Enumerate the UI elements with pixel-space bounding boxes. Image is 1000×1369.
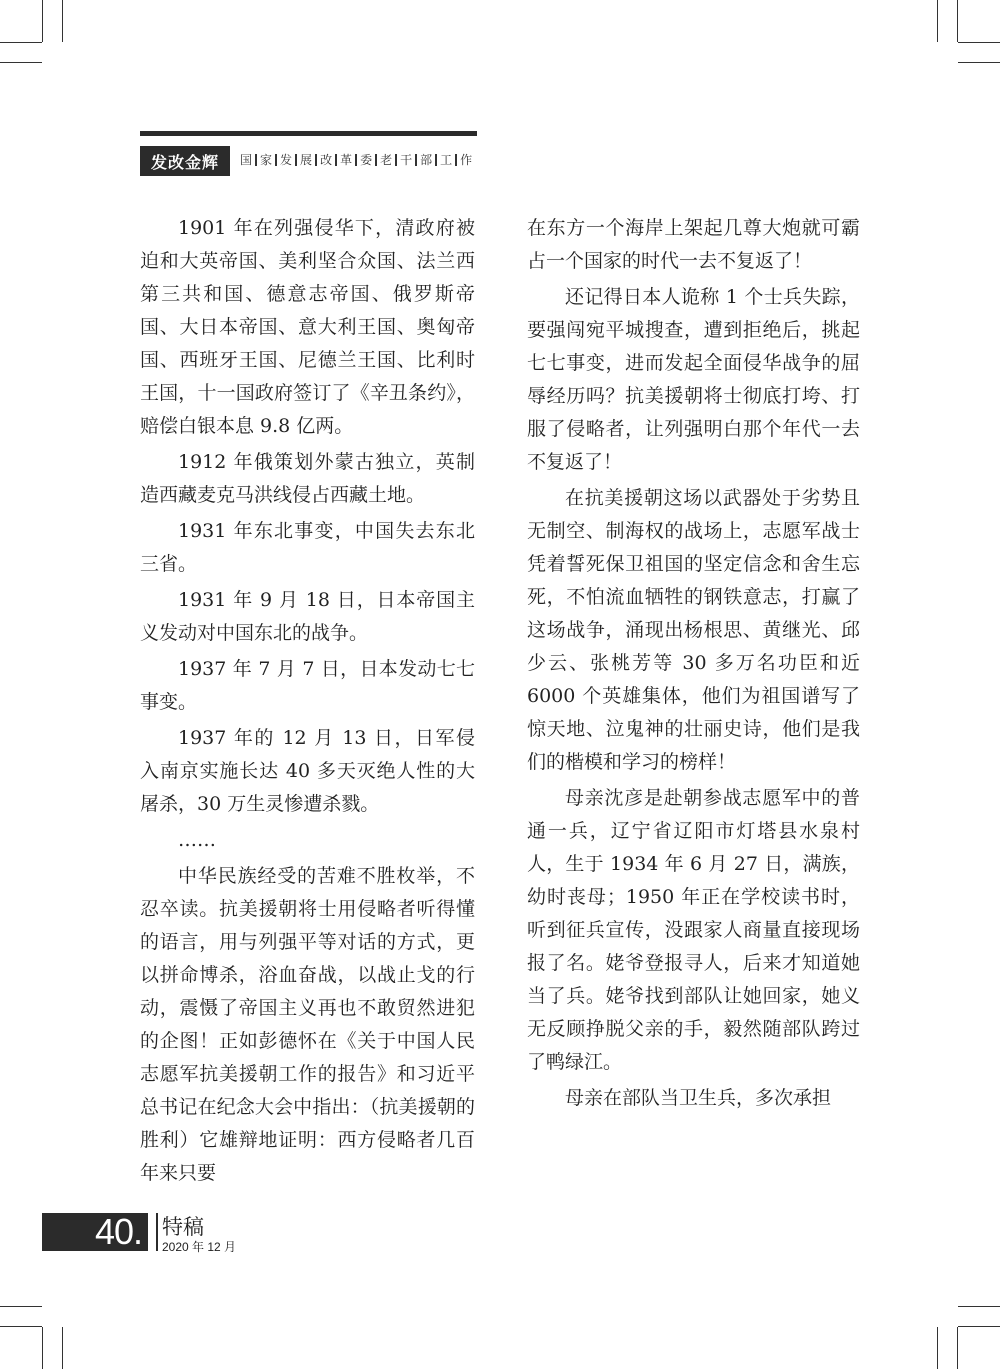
subtitle-separator	[375, 154, 377, 166]
crop-mark	[62, 0, 63, 42]
paragraph: 母亲沈彦是赴朝参战志愿军中的普通一兵，辽宁省辽阳市灯塔县水泉村人，生于 1934 年 6 月 27 日，满族，幼时丧母；1950 年正在学校读书时，听到征兵宣传，没跟家人商量直接现场报了名。姥爷登报寻人，后来才知道她当了兵。姥爷找到部队让她回家，她义无反顾挣脱父亲的手，毅然随部队跨过了鸭绿江。	[527, 787, 860, 1073]
crop-mark	[958, 1306, 1000, 1307]
paragraph: 在东方一个海岸上架起几尊大炮就可霸占一个国家的时代一去不复返了！	[527, 217, 860, 272]
subtitle-char: 部	[420, 153, 433, 167]
paragraph: 还记得日本人诡称 1 个士兵失踪，要强闯宛平城搜查，遭到拒绝后，挑起七七事变，进而发起全面侵华战争的屈辱经历吗？抗美援朝将士彻底打垮、打服了侵略者，让列强明白那个年代一去不复返了！	[527, 286, 860, 473]
subtitle-char: 国	[240, 153, 253, 167]
paragraph: 在抗美援朝这场以武器处于劣势且无制空、制海权的战场上，志愿军战士凭着誓死保卫祖国的坚定信念和舍生忘死，不怕流血牺牲的钢铁意志，打赢了这场战争，涌现出杨根思、黄继光、邱少云、张桃芳等 30 多万名功臣和近 6000 个英雄集体，他们为祖国谱写了惊天地、泣鬼神的壮丽史诗，他们是我们的楷模和学习的榜样！	[527, 487, 860, 773]
subtitle-separator	[395, 154, 397, 166]
crop-mark	[0, 1306, 42, 1307]
subtitle-separator	[295, 154, 297, 166]
subtitle-separator	[255, 154, 257, 166]
issue-date: 2020 年 12 月	[162, 1240, 237, 1254]
crop-mark	[937, 0, 938, 42]
paragraph: ……	[178, 829, 216, 851]
subtitle-separator	[275, 154, 277, 166]
subtitle-char: 改	[320, 153, 333, 167]
column-subtitle	[240, 151, 472, 168]
crop-mark	[0, 1326, 42, 1327]
page-number: 40.	[42, 1213, 148, 1251]
subtitle-char: 委	[360, 153, 373, 167]
paragraph: 1901 年在列强侵华下，清政府被迫和大英帝国、美利坚合众国、法兰西第三共和国、德意志帝国、俄罗斯帝国、大日本帝国、意大利王国、奥匈帝国、西班牙王国、尼德兰王国、比利时王国，十一国政府签订了《辛丑条约》，赔偿白银本息 9.8 亿两。	[140, 217, 475, 437]
paragraph: 1937 年的 12 月 13 日，日军侵入南京实施长达 40 多天灭绝人性的大屠杀，30 万生灵惨遭杀戮。	[140, 727, 475, 815]
subtitle-char: 干	[400, 153, 413, 167]
paragraph: 中华民族经受的苦难不胜枚举，不忍卒读。抗美援朝将士用侵略者听得懂的语言，用与列强平等对话的方式，更以拼命博杀，浴血奋战，以战止戈的行动，震慑了帝国主义再也不敢贸然进犯的企图！正如彭德怀在《关于中国人民志愿军抗美援朝工作的报告》和习近平总书记在纪念大会中指出：（抗美援朝的胜利）它雄辩地证明：西方侵略者几百年来只要	[140, 865, 475, 1184]
subtitle-char: 发	[280, 153, 293, 167]
crop-mark	[42, 1327, 43, 1369]
subtitle-separator	[355, 154, 357, 166]
subtitle-separator	[415, 154, 417, 166]
crop-mark	[958, 42, 1000, 43]
paragraph: 1937 年 7 月 7 日，日本发动七七事变。	[140, 658, 475, 713]
crop-mark	[937, 1327, 938, 1369]
subtitle-char: 革	[340, 153, 353, 167]
subtitle-char: 家	[260, 153, 273, 167]
paragraph: 母亲在部队当卫生兵，多次承担	[565, 1087, 832, 1109]
article-column-right	[527, 212, 860, 1118]
paragraph: 1931 年 9 月 18 日，日本帝国主义发动对中国东北的战争。	[140, 589, 475, 644]
crop-mark	[958, 62, 1000, 63]
article-column-left	[140, 212, 475, 1193]
crop-mark	[0, 62, 42, 63]
subtitle-char: 老	[380, 153, 393, 167]
subtitle-separator	[335, 154, 337, 166]
footer-divider	[156, 1213, 158, 1251]
subtitle-char: 工	[440, 153, 453, 167]
subtitle-char: 展	[300, 153, 313, 167]
subtitle-separator	[455, 154, 457, 166]
subtitle-separator	[435, 154, 437, 166]
column-badge: 发改金辉	[140, 146, 230, 176]
crop-mark	[957, 0, 958, 42]
subtitle-char: 作	[460, 153, 473, 167]
header-rule	[140, 131, 477, 136]
crop-mark	[958, 1326, 1000, 1327]
paragraph: 1931 年东北事变，中国失去东北三省。	[140, 520, 475, 575]
crop-mark	[42, 0, 43, 42]
crop-mark	[62, 1327, 63, 1369]
section-title: 特稿	[162, 1216, 204, 1239]
crop-mark	[957, 1327, 958, 1369]
paragraph: 1912 年俄策划外蒙古独立，英制造西藏麦克马洪线侵占西藏土地。	[140, 451, 475, 506]
crop-mark	[0, 42, 42, 43]
subtitle-separator	[315, 154, 317, 166]
